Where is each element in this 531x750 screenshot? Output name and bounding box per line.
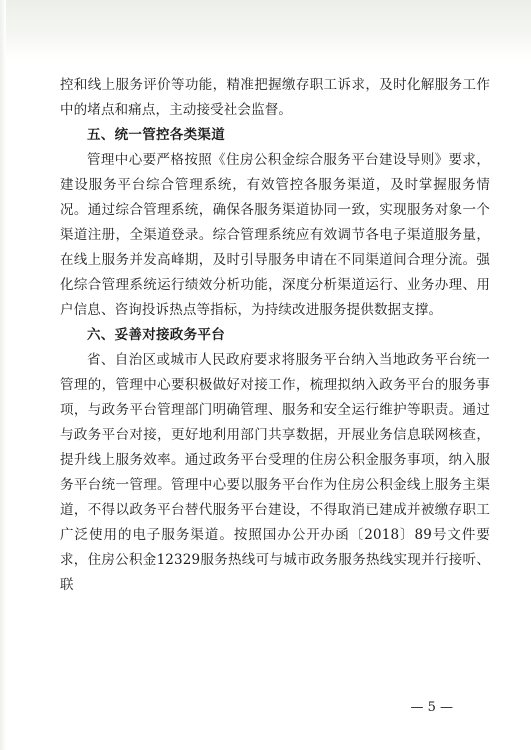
page-number: — 5 — [410,700,453,715]
scan-left-shadow [0,0,6,750]
body-paragraph: 省、自治区或城市人民政府要求将服务平台纳入当地政务平台统一管理的，管理中心要积极做好对接工作，梳理拟纳入政务平台的服务事项，与政务平台管理部门明确管理、服务和安全运行维护等职责。通过与政务平台对接，更好地利用部门共享数据，开展业务信息联网核查，提升线上服务效率。通过政务平台受理的住房公积金服务事项，纳入服务平台统一管理。管理中心要以服务平台作为住房公积金线上服务主渠道，不得以政务平台替代服务平台建设，不得取消已建成并被缴存职工广泛使用的电子服务渠道。按照国办公开办函〔2018〕89号文件要求，住房公积金12329服务热线可与城市政务服务热线实现并行接听、联 [60,352,490,593]
body-paragraph: 控和线上服务评价等功能，精准把握缴存职工诉求，及时化解服务工作中的堵点和痛点，主动接受社会监督。 [60,77,490,118]
document-body [60,73,490,598]
section-heading: 五、统一管控各类渠道 [87,127,225,143]
section-heading: 六、妥善对接政务平台 [87,327,225,343]
scan-top-shadow [0,0,531,60]
body-paragraph: 管理中心要严格按照《住房公积金综合服务平台建设导则》要求，建设服务平台综合管理系统，有效管控各服务渠道，及时掌握服务情况。通过综合管理系统，确保各服务渠道协同一致，实现服务对象一个渠道注册，全渠道登录。综合管理系统应有效调节各电子渠道服务量，在线上服务并发高峰期，及时引导服务申请在不同渠道间合理分流。强化综合管理系统运行绩效分析功能，深度分析渠道运行、业务办理、用户信息、咨询投诉热点等指标，为持续改进服务提供数据支撑。 [60,152,490,318]
